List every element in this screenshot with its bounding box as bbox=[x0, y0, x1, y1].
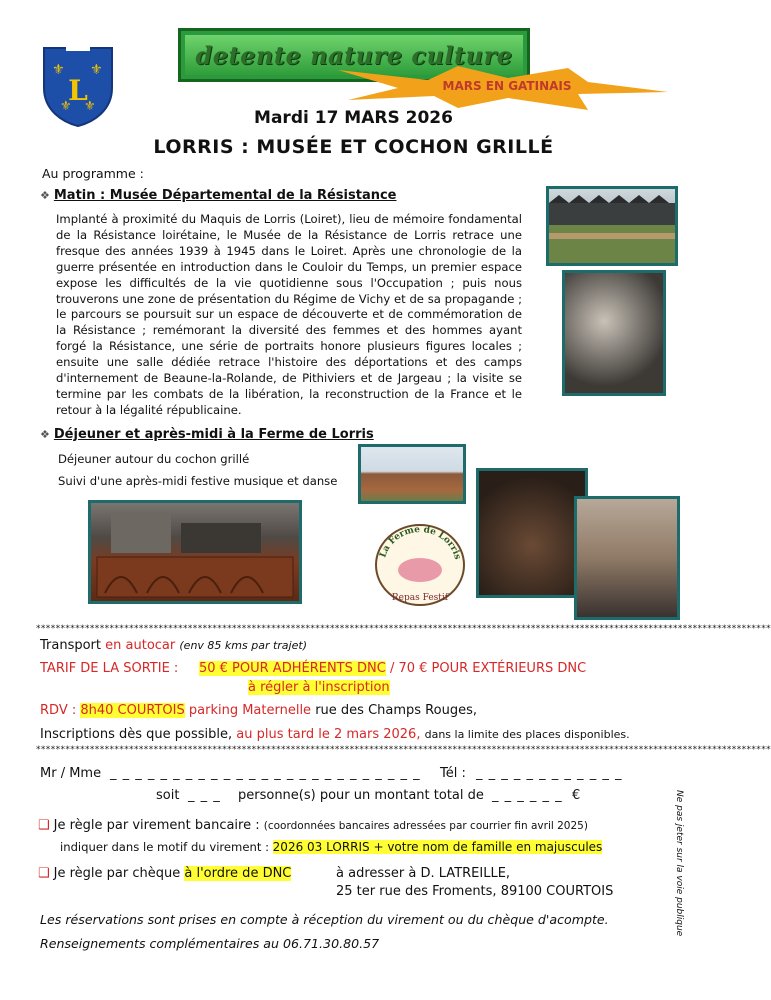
soit-label: soit bbox=[156, 788, 180, 803]
checkbox-icon[interactable]: ❑ bbox=[38, 818, 50, 833]
svg-text:L: L bbox=[68, 74, 88, 107]
meeting-line bbox=[40, 703, 477, 718]
phone-field[interactable]: _ _ _ _ _ _ _ _ _ _ _ _ bbox=[476, 766, 623, 781]
payment-note: à régler à l'inscription bbox=[248, 680, 390, 695]
event-date: Mardi 17 MARS 2026 bbox=[254, 108, 453, 128]
afternoon-title: Déjeuner et après-midi à la Ferme de Lorris bbox=[53, 427, 374, 442]
svg-text:⚜: ⚜ bbox=[84, 99, 96, 114]
separator: ****************************************************************************************************************************************************** bbox=[36, 624, 771, 634]
euro-symbol: € bbox=[572, 788, 581, 803]
motif-value: 2026 03 LORRIS + votre nom de famille en majuscules bbox=[272, 840, 603, 854]
cheque-order: à l'ordre de DNC bbox=[184, 866, 292, 881]
registration-line bbox=[40, 727, 630, 742]
cheque-line bbox=[38, 866, 291, 881]
svg-text:⚜: ⚜ bbox=[52, 62, 65, 78]
farm-logo-top: La Ferme de Lorris bbox=[378, 524, 463, 561]
banner-text: detente nature culture bbox=[195, 40, 513, 70]
info-contact: Renseignements complémentaires au 06.71.30.80.57 bbox=[40, 936, 380, 951]
lunch-line: Déjeuner autour du cochon grillé bbox=[58, 452, 250, 466]
farm-logo-bottom: Repas Festif bbox=[391, 593, 449, 603]
svg-text:⚜: ⚜ bbox=[60, 99, 72, 114]
person-count-field[interactable]: _ _ _ bbox=[188, 788, 221, 803]
grilled-pig-photo bbox=[476, 468, 588, 598]
transfer-reference-line bbox=[60, 840, 602, 854]
morning-title: Matin : Musée Départemental de la Résistance bbox=[53, 188, 397, 203]
wooden-counter-icon bbox=[91, 503, 299, 601]
museum-building-icon bbox=[549, 189, 675, 263]
registration-text: Inscriptions dès que possible, bbox=[40, 727, 233, 742]
afternoon-heading bbox=[40, 427, 374, 442]
diamond-bullet-icon: ❖ bbox=[40, 189, 50, 202]
morning-heading bbox=[40, 188, 397, 203]
total-amount-field[interactable]: _ _ _ _ _ _ bbox=[492, 788, 563, 803]
price-line bbox=[40, 661, 586, 676]
meeting-street: rue des Champs Rouges, bbox=[315, 703, 477, 718]
museum-description: Implanté à proximité du Maquis de Lorris (Loiret), lieu de mémoire fondamental de la Résistance loirétaine, le Musée de la Résistance de Lorris retrace une fresque des années 1939 à 1945 dans le Loiret. Après une chronologie de la guerre présentée en introduction dans le Couloir du Temps, un premier espace expose les difficultés de la vie quotidienne sous l'Occupation ; puis nous trouverons une zone de présentation du Régime de Vichy et de sa propagande ; le parcours se poursuit sur un espace de découverte et de commémoration de la Résistance ; remémorant la diversité des femmes et des hommes ayant forgé la Résistance, une série de portraits honore plusieurs figures locales ; ensuite une salle dédiée retrace l'histoire des déportations et des camps d'internement de Beaune-la-Rolande, de Pithiviers et de Jargeau ; la visite se termine par les combats de la libération, la reconstruction de la France et le retour à la légalité républicaine. bbox=[56, 212, 522, 417]
price-separator: / bbox=[385, 661, 399, 676]
separator: ****************************************************************************************************************************************************** bbox=[36, 745, 771, 755]
svg-text:⚜: ⚜ bbox=[90, 62, 103, 78]
cheque-label: Je règle par chèque bbox=[53, 866, 181, 881]
name-field[interactable]: _ _ _ _ _ _ _ _ _ _ _ _ _ _ _ _ _ _ _ _ _ _ _ _ _ bbox=[110, 766, 421, 781]
transfer-note: (coordonnées bancaires adressées par courrier fin avril 2025) bbox=[263, 820, 588, 832]
motif-label: indiquer dans le motif du virement : bbox=[60, 840, 269, 854]
museum-exterior-photo bbox=[546, 186, 678, 266]
name-label: Mr / Mme bbox=[40, 766, 102, 781]
reservation-note: Les réservations sont prises en compte à réception du virement ou du chèque d'acompte. bbox=[40, 912, 609, 927]
address-recipient: à adresser à D. LATREILLE, bbox=[336, 866, 511, 881]
registration-note: dans la limite des places disponibles. bbox=[424, 728, 630, 741]
price-label: TARIF DE LA SORTIE : bbox=[40, 661, 179, 676]
side-note: Ne pas jeter sur la voie publique bbox=[674, 790, 684, 937]
meeting-place: parking Maternelle bbox=[188, 703, 312, 718]
farm-dining-room-photo bbox=[88, 500, 302, 604]
price-outside: 70 € POUR EXTÉRIEURS DNC bbox=[398, 661, 587, 676]
festive-line: Suivi d'une après-midi festive musique et danse bbox=[58, 474, 338, 488]
transfer-label: Je règle par virement bancaire : bbox=[53, 818, 260, 833]
price-members: 50 € POUR ADHÉRENTS DNC bbox=[198, 661, 386, 676]
address-street: 25 ter rue des Froments, 89100 COURTOIS bbox=[336, 884, 614, 899]
program-intro: Au programme : bbox=[42, 166, 144, 181]
farm-exterior-photo bbox=[358, 444, 466, 504]
persons-text: personne(s) pour un montant total de bbox=[238, 788, 484, 803]
farm-logo bbox=[372, 520, 468, 610]
registration-deadline: au plus tard le 2 mars 2026, bbox=[236, 727, 421, 742]
dance-photo bbox=[574, 496, 680, 620]
location-label: MARS EN GATINAIS bbox=[442, 79, 572, 93]
page-title: LORRIS : MUSÉE ET COCHON GRILLÉ bbox=[153, 136, 554, 158]
transport-line bbox=[40, 638, 307, 653]
transport-label: Transport bbox=[40, 638, 102, 653]
meeting-label: RDV : bbox=[40, 703, 77, 718]
museum-interior-photo bbox=[562, 270, 666, 396]
checkbox-icon[interactable]: ❑ bbox=[38, 866, 50, 881]
transfer-line bbox=[38, 818, 588, 833]
phone-label: Tél : bbox=[440, 766, 466, 781]
meeting-time: 8h40 COURTOIS bbox=[80, 703, 185, 718]
transport-mode: en autocar bbox=[105, 638, 176, 653]
diamond-bullet-icon: ❖ bbox=[40, 428, 50, 441]
transport-note: (env 85 kms par trajet) bbox=[179, 639, 307, 652]
